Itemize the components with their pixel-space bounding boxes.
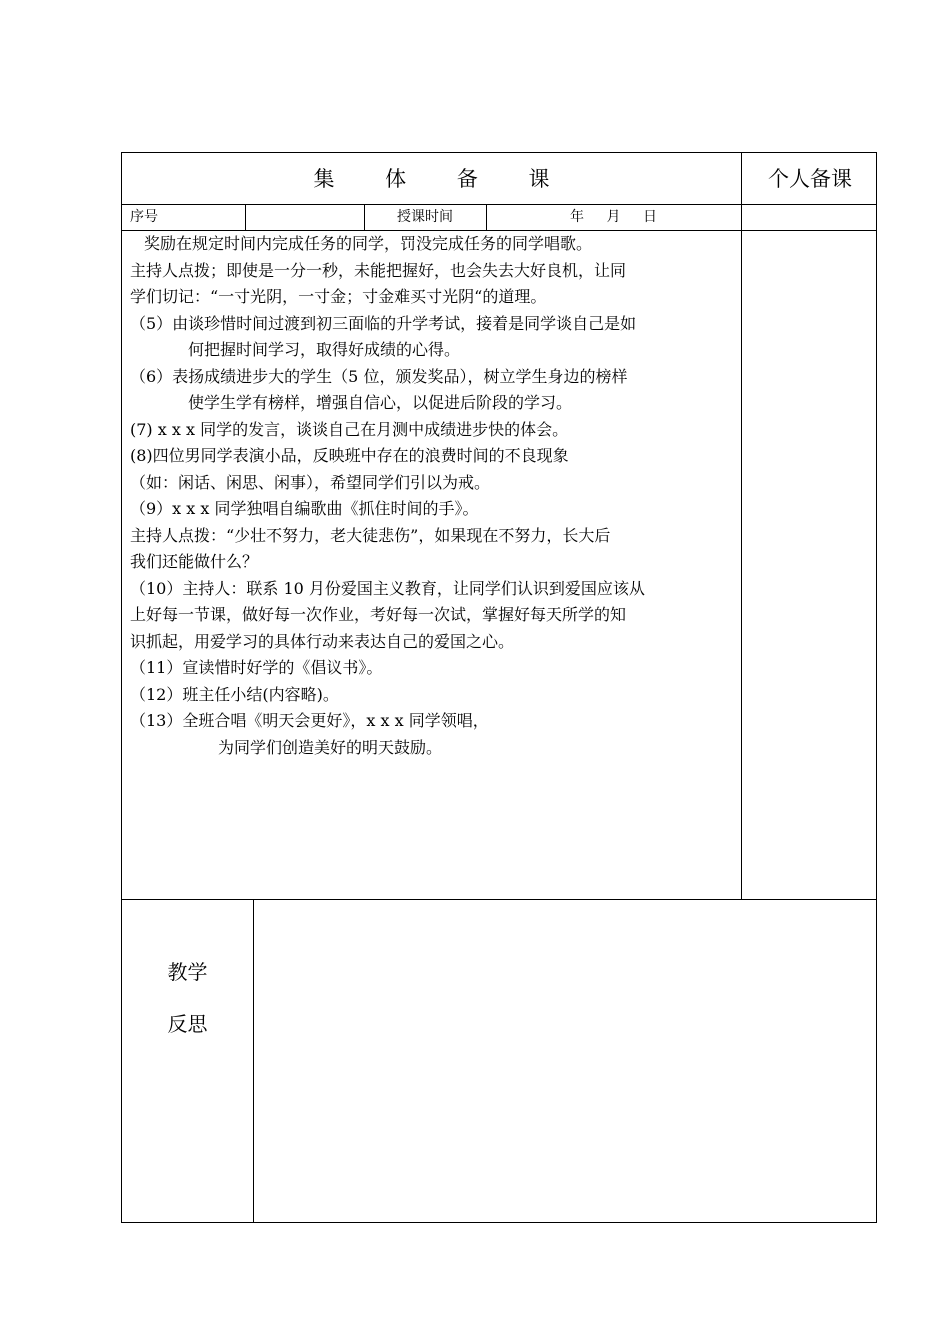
content-line: （5）由谈珍惜时间过渡到初三面临的升学考试，接着是同学谈自己是如 [130, 313, 637, 333]
content-line: （11）宣读惜时好学的《倡议书》。 [130, 658, 383, 677]
seq-value [252, 205, 362, 230]
reflection-label-line1: 教学 [167, 960, 208, 984]
content-line: 为同学们创造美好的明天鼓励。 [218, 737, 443, 757]
content-line: 上好每一节课，做好每一次作业，考好每一次试，掌握好每天所学的知 [130, 605, 627, 624]
content-line: 奖励在规定时间内完成任务的同学，罚没完成任务的同学唱歌。 [144, 234, 593, 253]
reflection-label-line2: 反思 [167, 1012, 208, 1036]
content-line: (8)四位男同学表演小品，反映班中存在的浪费时间的不良现象 [130, 446, 569, 465]
content-line: 我们还能做什么？ [130, 552, 259, 571]
content-line: （10）主持人：联系 10 月份爱国主义教育，让同学们认识到爱国应该从 [130, 578, 645, 598]
content-line: （如：闲话、闲思、闲事），希望同学们引以为戒。 [130, 472, 491, 492]
content-line: (7) x x x 同学的发言，谈谈自己在月测中成绩进步快的体会。 [130, 419, 569, 439]
content-line: （12）班主任小结(内容略)。 [130, 684, 339, 704]
content-line: 何把握时间学习，取得好成绩的心得。 [188, 340, 461, 359]
lesson-time-label: 授课时间 [397, 209, 453, 225]
content-line: 使学生学有榜样，增强自信心，以促进后阶段的学习。 [188, 393, 573, 412]
content-line: 主持人点拨：“少壮不努力，老大徒悲伤”，如果现在不努力，长大后 [130, 525, 611, 545]
lesson-date: 年 月 日 [570, 209, 657, 225]
content-line: （13）全班合唱《明天会更好》，x x x 同学领唱， [130, 711, 489, 730]
content-line: 学们切记：“一寸光阴，一寸金；寸金难买寸光阴“的道理。 [130, 287, 547, 306]
lesson-content [130, 231, 740, 761]
column-divider [741, 153, 742, 899]
lesson-plan-table [121, 152, 877, 1223]
content-line: （6）表扬成绩进步大的学生（5 位，颁发奖品），树立学生身边的榜样 [130, 366, 628, 386]
collective-lesson-title: 集 体 备 课 [313, 167, 572, 191]
content-line: 主持人点拨；即使是一分一秒，未能把握好，也会失去大好良机，让同 [130, 260, 627, 280]
reflection-label-divider [253, 899, 254, 1222]
content-line: 识抓起，用爱学习的具体行动来表达自己的爱国之心。 [130, 631, 515, 651]
seq-label: 序号 [130, 209, 158, 225]
reflection-divider [122, 899, 876, 900]
content-line: （9）x x x 同学独唱自编歌曲《抓住时间的手》。 [130, 499, 479, 518]
info-divider-1 [245, 204, 246, 230]
personal-lesson-title: 个人备课 [768, 167, 852, 191]
